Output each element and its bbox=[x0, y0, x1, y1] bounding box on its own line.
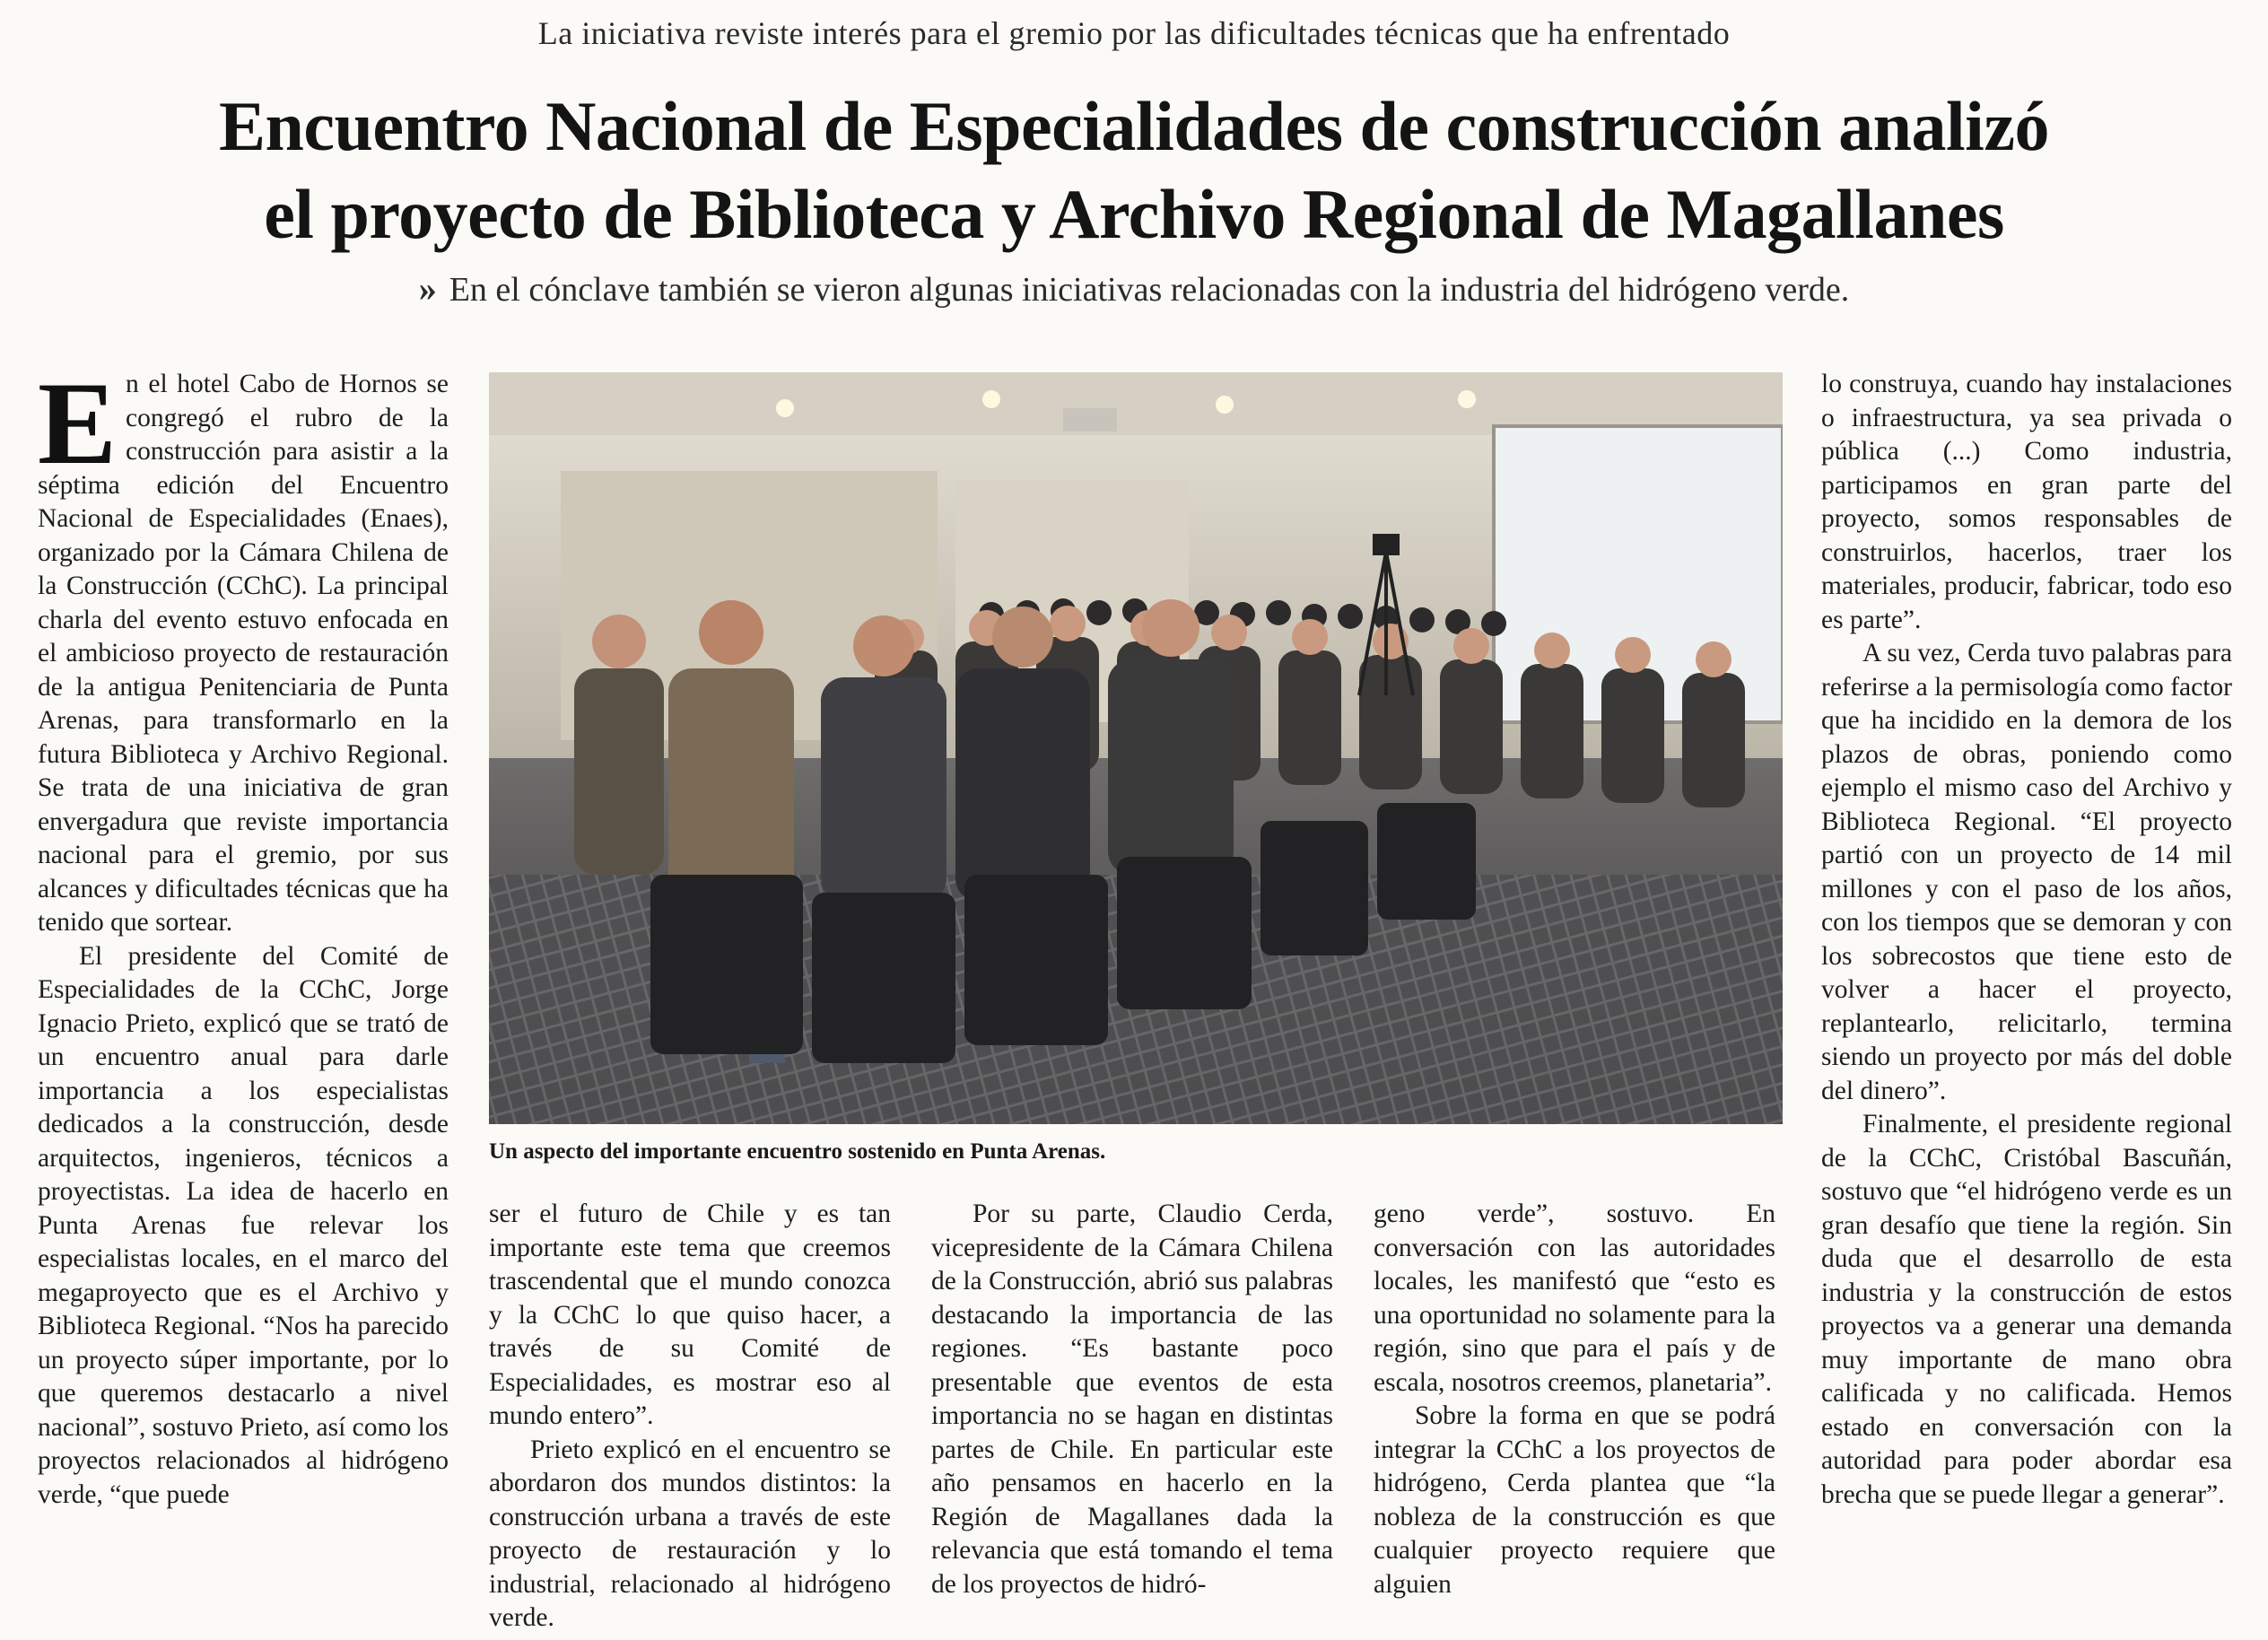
article-column-right bbox=[1821, 368, 2232, 1512]
article-paragraph: A su vez, Cerda tuvo palabras para referirse a la permisología como factor que ha incidido en la demora de los plazos de obras, poniendo como ejemplo el mismo caso del Archivo y Biblioteca Regional. “El proyecto partió con un proyecto de 14 mil millones y con el paso de los años, con los tiempos que se demoran y con los sobrecostos que tiene esto de volver a hacer el proyecto, replantearlo, relicitarlo, termina siendo un proyecto por más del doble del dinero”. bbox=[1821, 639, 2232, 1105]
article-paragraph: El presidente del Comité de Especialidades de la CChC, Jorge Ignacio Prieto, explicó que se trató de un encuentro anual para darle importancia a los especialistas dedicados a la construcción, desde arquitectos, ingenieros, técnicos a proyectistas. La idea de hacerlo en Punta Arenas fue relevar los especialistas locales, en el marco del megaproyecto que es el Archivo y Biblioteca Regional. “Nos ha parecido un proyecto súper importante, por lo que queremos destacarlo a nivel nacional”, sostuvo Prieto, así como los proyectos relacionados al hidrógeno verde, “que puede bbox=[38, 941, 449, 1509]
headline-line-2: el proyecto de Biblioteca y Archivo Regional de Magallanes bbox=[264, 175, 2004, 253]
subhead bbox=[0, 267, 2268, 310]
article-paragraph: Prieto explicó en el encuentro se abordaron dos mundos distintos: la construcción urbana a través de este proyecto de restauración y lo industrial, relacionado al hidrógeno verde. bbox=[489, 1435, 891, 1632]
headline-line-1: Encuentro Nacional de Especialidades de construcción analizó bbox=[219, 87, 2049, 165]
article-column-bottom-1 bbox=[489, 1198, 891, 1636]
subhead-text: En el cónclave también se vieron algunas iniciativas relacionadas con la industria del hidrógeno verde. bbox=[449, 271, 1850, 309]
headline bbox=[54, 83, 2214, 258]
article-column-bottom-2 bbox=[931, 1198, 1333, 1601]
article-paragraph: lo construya, cuando hay instalaciones o infraestructura, ya sea privada o pública (...) Como industria, participamos en gran parte del proyecto, somos responsables de construirlos, hacerlos, traer los materiales, producir, fabricar, todo eso es parte”. bbox=[1821, 370, 2232, 634]
article-column-bottom-3 bbox=[1374, 1198, 1775, 1601]
paragraph-text: n el hotel Cabo de Hornos se congregó el rubro de la construcción para asistir a la séptima edición del Encuentro Nacional de Especialidades (Enaes), organizado por la Cámara Chilena de la Construcción (CChC). La principal charla del evento estuvo enfocada en el ambicioso proyecto de restauración de la antigua Penitenciaria de Punta Arenas, para transformarlo en la futura Biblioteca y Archivo Regional. Se trata de una iniciativa de gran envergadura que reviste importancia nacional para el gremio, por sus alcances y dificultades técnicas que ha tenido que sortear. bbox=[38, 370, 449, 937]
drop-cap: E bbox=[38, 357, 118, 489]
article-paragraph: ser el futuro de Chile y es tan importante este tema que creemos trascendental que el mundo conozca y la CChC lo que quiso hacer, a través de su Comité de Especialidades, es mostrar eso al mundo entero”. bbox=[489, 1199, 891, 1430]
audience-photo-illustration bbox=[489, 372, 1783, 1124]
article-paragraph: Sobre la forma en que se podrá integrar la CChC a los proyectos de hidrógeno, Cerda plantea que “la nobleza de la construcción es que cualquier proyecto requiere que alguien bbox=[1374, 1401, 1775, 1599]
article-paragraph bbox=[38, 357, 449, 940]
photo-caption: Un aspecto del importante encuentro sostenido en Punta Arenas. bbox=[489, 1139, 1106, 1164]
event-photo bbox=[489, 372, 1783, 1124]
kicker: La iniciativa reviste interés para el gremio por las dificultades técnicas que ha enfrentado bbox=[537, 15, 1731, 51]
chevron-right-icon: » bbox=[418, 268, 437, 309]
article-paragraph: Por su parte, Claudio Cerda, vicepresidente de la Cámara Chilena de la Construcción, abrió sus palabras destacando la importancia de las regiones. “Es bastante poco presentable que eventos de esta importancia no se hagan en distintas partes de Chile. En particular este año pensamos en hacerlo en la Región de Magallanes dada la relevancia que está tomando el tema de los proyectos de hidró- bbox=[931, 1199, 1333, 1599]
article-paragraph: Finalmente, el presidente regional de la CChC, Cristóbal Bascuñán, sostuvo que “el hidrógeno verde es un gran desafío que tiene la región. Sin duda que el desarrollo de esta industria y la construcción de estos proyectos va a generar una demanda muy importante de mano obra calificada y no calificada. Hemos estado en conversación con la autoridad para poder abordar esa brecha que se puede llegar a generar”. bbox=[1821, 1110, 2232, 1509]
article-column-left bbox=[38, 357, 449, 1512]
article-paragraph: geno verde”, sostuvo. En conversación con las autoridades locales, les manifestó que “esto es una oportunidad no solamente para la región, sino que para el país y de escala, nosotros creemos, planetaria”. bbox=[1374, 1199, 1775, 1397]
